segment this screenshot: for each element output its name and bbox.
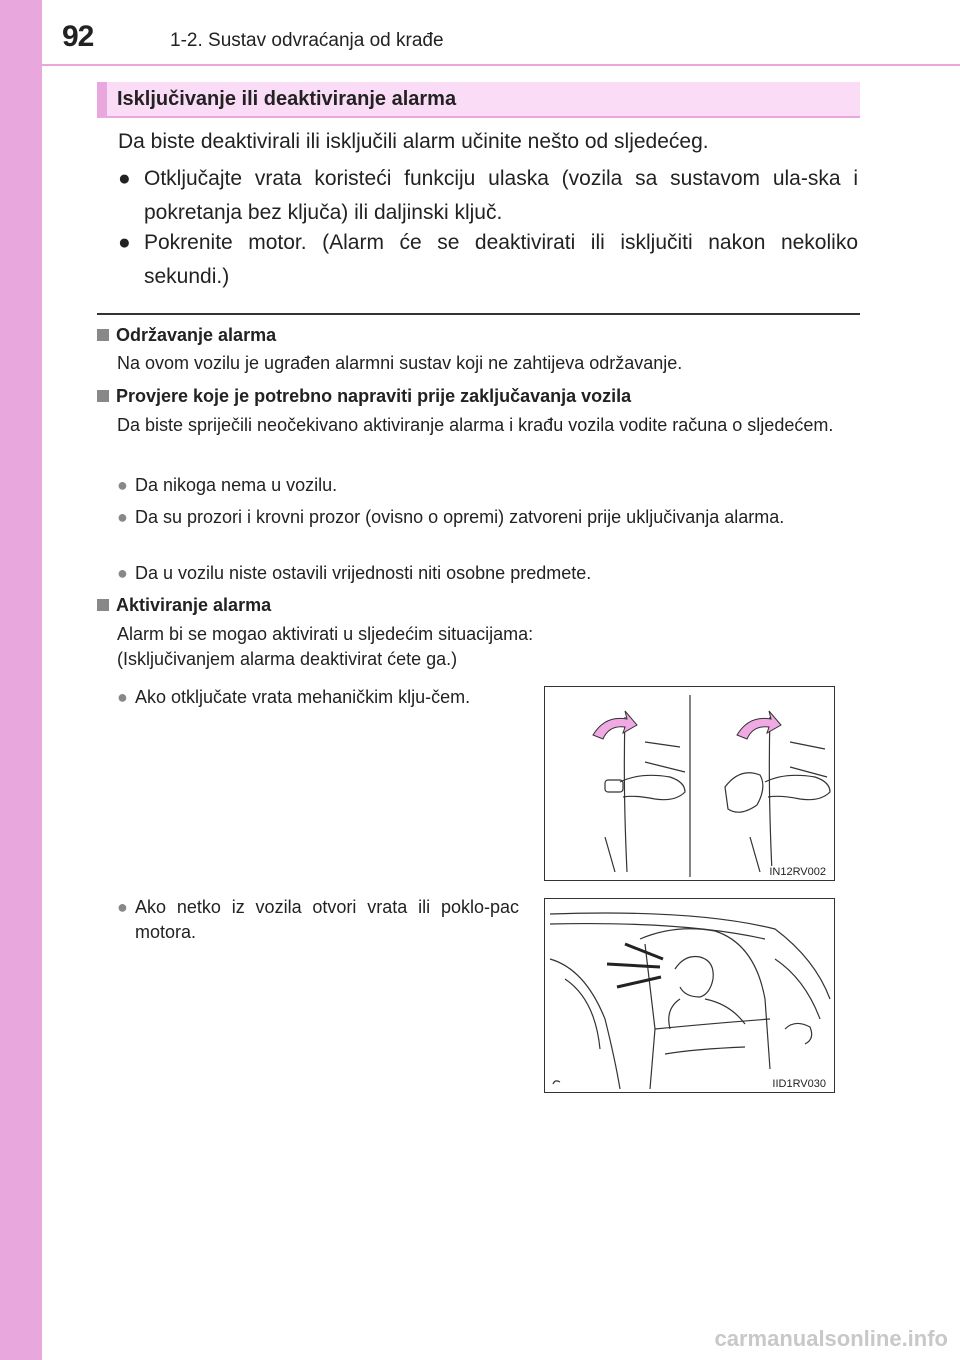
- main-bullet-text: Otključajte vrata koristeći funkciju ulaska (vozila sa sustavom ula-ska i pokretanja bez ključa) ili daljinski ključ.: [144, 167, 858, 224]
- list-item: [117, 895, 519, 945]
- bullet-dot-icon: ●: [117, 475, 128, 495]
- figure-door-opening: [544, 898, 835, 1093]
- list-item-text: Da su prozori i krovni prozor (ovisno o opremi) zatvoreni prije uključivanja alarma.: [135, 507, 785, 527]
- subheading-text: Održavanje alarma: [116, 325, 277, 345]
- paragraph-checks: Da biste spriječili neočekivano aktiviranje alarma i krađu vozila vodite računa o sljedećem.: [117, 415, 834, 435]
- intro-text: Da biste deaktivirali ili isključili alarm učinite nešto od sljedećeg.: [118, 130, 709, 153]
- main-bullet: [118, 162, 858, 230]
- square-bullet-icon: [97, 329, 109, 341]
- section-divider: [97, 313, 860, 315]
- list-item: [117, 561, 860, 586]
- bullet-dot-icon: ●: [117, 507, 128, 527]
- subheading-checks: [97, 385, 631, 407]
- list-item-text: Da nikoga nema u vozilu.: [135, 475, 338, 495]
- paragraph-maintenance: Na ovom vozilu je ugrađen alarmni sustav koji ne zahtijeva održavanje.: [117, 353, 683, 373]
- left-margin-bar: [0, 0, 42, 1360]
- paragraph-activation-line2: (Isključivanjem alarma deaktivirat ćete ga.): [117, 649, 458, 669]
- header-rule: [42, 64, 960, 66]
- main-bullet: [118, 226, 858, 294]
- bullet-dot-icon: ●: [117, 563, 128, 583]
- subheading-activation: [97, 594, 271, 616]
- figure-code: IN12RV002: [769, 866, 826, 878]
- door-opening-illustration: [545, 899, 835, 1093]
- subheading-text: Provjere koje je potrebno napraviti prije zaključavanja vozila: [116, 386, 632, 406]
- figure-key-unlock: [544, 686, 835, 881]
- list-item: [117, 685, 519, 710]
- heading-box: [97, 82, 860, 118]
- square-bullet-icon: [97, 390, 109, 402]
- main-bullet-text: Pokrenite motor. (Alarm će se deaktivirati ili isključiti nakon nekoliko sekundi.): [144, 231, 858, 288]
- list-item-text: Ako otključate vrata mehaničkim klju-čem.: [135, 687, 471, 707]
- paragraph-activation-line1: Alarm bi se mogao aktivirati u sljedećim situacijama:: [117, 624, 534, 644]
- list-item-text: Da u vozilu niste ostavili vrijednosti niti osobne predmete.: [135, 563, 592, 583]
- subheading-text: Aktiviranje alarma: [116, 595, 272, 615]
- bullet-dot-icon: ●: [117, 897, 128, 917]
- bullet-dot-icon: ●: [118, 231, 131, 254]
- key-door-illustration: [545, 687, 835, 881]
- bullet-dot-icon: ●: [117, 687, 128, 707]
- list-item-text: Ako netko iz vozila otvori vrata ili poklo-pac motora.: [135, 897, 519, 942]
- section-title: 1-2. Sustav odvraćanja od krađe: [170, 30, 444, 51]
- list-item: [117, 505, 860, 530]
- subheading-maintenance: [97, 324, 276, 346]
- square-bullet-icon: [97, 599, 109, 611]
- watermark: carmanualsonline.info: [714, 1326, 948, 1351]
- page-number: 92: [62, 20, 94, 53]
- figure-code: IID1RV030: [772, 1078, 826, 1090]
- bullet-dot-icon: ●: [118, 167, 131, 190]
- heading-title: Isključivanje ili deaktiviranje alarma: [117, 88, 457, 110]
- list-item: [117, 473, 860, 498]
